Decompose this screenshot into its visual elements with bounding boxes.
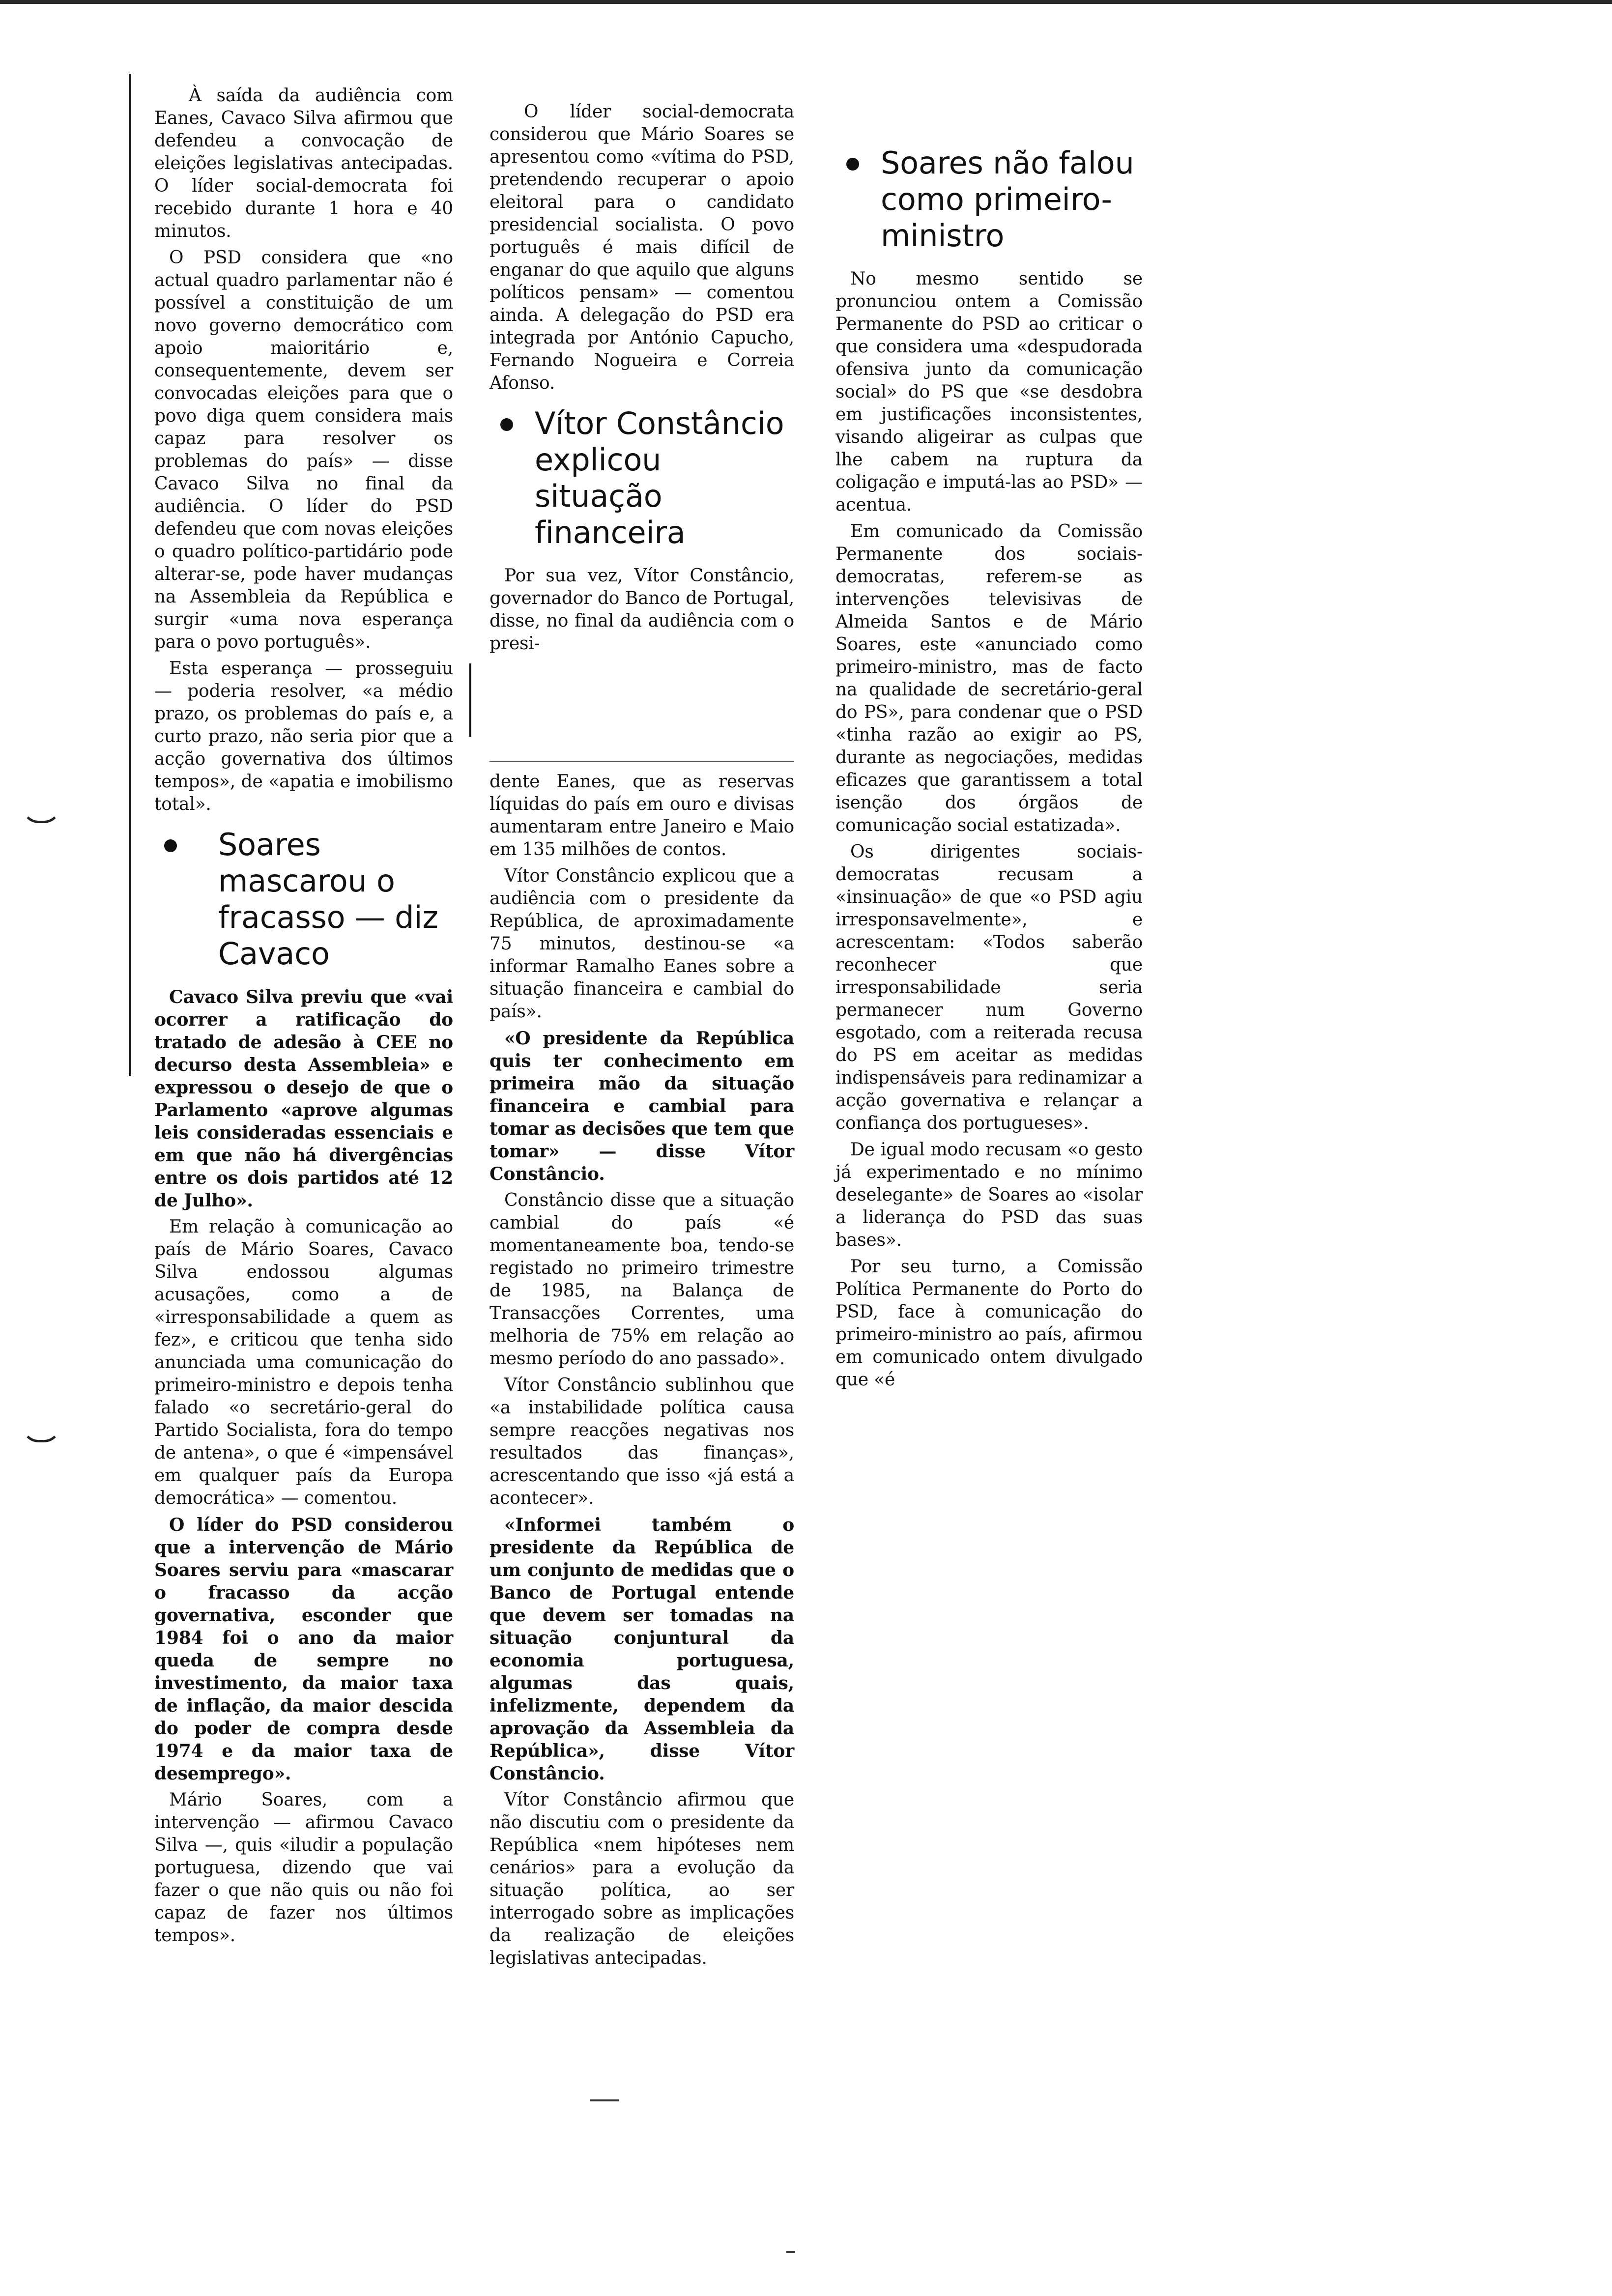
- paragraph: Mário Soares, com a intervenção — afirmou Cavaco Silva —, quis «iludir a população portuguesa, dizendo que vai fazer o que não quis ou não foi capaz de fazer nos últimos tempos».: [154, 1790, 453, 1946]
- paragraph: Cavaco Silva previu que «vai ocorrer a ratificação do tratado de adesão à CEE no decurso desta Assembleia» e expressou o desejo de que o Parlamento «aprove algumas leis consideradas essenciais e em que não há divergências entre os dois partidos até 12 de Julho».: [154, 987, 453, 1211]
- article-column-2-bottom: [489, 771, 794, 1974]
- punch-hole-mark-upper: [22, 806, 61, 823]
- scan-speck: [786, 2251, 795, 2253]
- paragraph: Esta esperança — prosseguiu — poderia resolver, «a médio prazo, os problemas do país e, a curto prazo, não seria pior que a acção governativa dos últimos tempos», de «apatia e imobilismo total».: [154, 659, 453, 814]
- paragraph: Por sua vez, Vítor Constâncio, governador do Banco de Portugal, disse, no final da audiência com o presi-: [489, 566, 794, 654]
- paragraph: Vítor Constâncio sublinhou que «a instabilidade política causa sempre reacções negativas nos resultados das finanças», acrescentando que isso «já está a acontecer».: [489, 1375, 794, 1508]
- paragraph: O líder social-democrata considerou que Mário Soares se apresentou como «vítima do PSD, pretendendo recuperar o apoio eleitoral para o candidato presidencial socialista. O povo português é mais difícil de enganar do que aquilo que alguns políticos pensam» — comentou ainda. A delegação do PSD era integrada por António Capucho, Fernando Nogueira e Correia Afonso.: [489, 102, 794, 393]
- bullet-icon: [846, 158, 859, 171]
- paragraph: Em relação à comunicação ao país de Mário Soares, Cavaco Silva endossou algumas acusações, como a de «irresponsabilidade a quem as fez», e criticou que tenha sido anunciada uma comunicação do primeiro-ministro e depois tenha falado «o secretário-geral do Partido Socialista, fora do tempo de antena», o que é «impensável em qualquer país da Europa democrática» — comentou.: [154, 1217, 453, 1508]
- paragraph: Vítor Constâncio explicou que a audiência com o presidente da República, de aproximadamente 75 minutos, destinou-se «a informar Ramalho Eanes sobre a situação financeira e cambial do país».: [489, 866, 794, 1022]
- paragraph: Constâncio disse que a situação cambial do país «é momentaneamente boa, tendo-se registado no primeiro trimestre de 1985, na Balança de Transacções Correntes, uma melhoria de 75% em relação ao mesmo período do ano passado».: [489, 1190, 794, 1369]
- paragraph: Em comunicado da Comissão Permanente dos sociais-democratas, referem-se as intervenções televisivas de Almeida Santos e de Mário Soares, este «anunciado como primeiro-ministro, mas de facto na qualidade de secretário-geral do PS», para condenar que o PSD «tinha razão ao exigir ao PS, durante as negociações, medidas eficazes que garantissem a total isenção dos órgãos de comunicação social estatizada».: [835, 521, 1143, 835]
- paragraph: Os dirigentes sociais-democratas recusam a «insinuação» de que «o PSD agiu irresponsavelmente», e acrescentam: «Todos saberão reconhecer que irresponsabilidade seria permanecer num Governo esgotado, com a reiterada recusa do PS em aceitar as medidas indispensáveis para redinamizar a acção governativa e relançar a confiança dos portugueses».: [835, 842, 1143, 1133]
- article-column-2-top: [489, 101, 794, 659]
- paragraph: O líder do PSD considerou que a intervenção de Mário Soares serviu para «mascarar o fracasso da acção governativa, esconder que 1984 foi o ano da maior queda de sempre no investimento, da maior taxa de inflação, da maior descida do poder de compra desde 1974 e da maior taxa de desemprego».: [154, 1515, 453, 1784]
- column-rule-mid: [469, 663, 471, 737]
- intro-paragraph: À saída da audiência com Eanes, Cavaco Silva afirmou que defendeu a convocação de eleições legislativas antecipadas. O líder social-democrata foi recebido durante 1 hora e 40 minutos.: [154, 86, 453, 241]
- paragraph: dente Eanes, que as reservas líquidas do país em ouro e divisas aumentaram entre Janeiro e Maio em 135 milhões de contos.: [489, 772, 794, 860]
- section-heading-soares-mascarou: Soares mascarou o fracasso — diz Cavaco: [154, 827, 453, 972]
- paragraph: No mesmo sentido se pronunciou ontem a Comissão Permanente do PSD ao criticar o que considera uma «despudorada ofensiva junto da comunicação social» do PS que «se desdobra em justificações inconsistentes, visando aligeirar as culpas que lhe cabem na ruptura da coligação e imputá-las ao PSD» — acentua.: [835, 269, 1143, 515]
- bullet-icon: [500, 418, 513, 431]
- column-2-separator: [489, 761, 794, 762]
- article-column-3: [835, 145, 1143, 1395]
- punch-hole-mark-lower: [22, 1425, 61, 1442]
- column-rule-left: [129, 74, 131, 1076]
- paragraph: De igual modo recusam «o gesto já experimentado e no mínimo deselegante» de Soares ao «isolar a liderança do PSD das suas bases».: [835, 1140, 1143, 1250]
- paragraph: O PSD considera que «no actual quadro parlamentar não é possível a constituição de um novo governo democrático com apoio maioritário e, consequentemente, devem ser convocadas eleições para que o povo diga quem considera mais capaz para resolver os problemas do país» — disse Cavaco Silva no final da audiência. O líder do PSD defendeu que com novas eleições o quadro político-partidário pode alterar-se, pode haver mudanças na Assembleia da República e surgir «uma nova esperança para o povo português».: [154, 248, 453, 652]
- paragraph: Por seu turno, a Comissão Política Permanente do Porto do PSD, face à comunicação do primeiro-ministro ao país, afirmou em comunicado ontem divulgado que «é: [835, 1257, 1143, 1390]
- bullet-icon: [164, 839, 177, 852]
- paragraph: «Informei também o presidente da República de um conjunto de medidas que o Banco de Portugal entende que devem ser tomadas na situação conjuntural da economia portuguesa, algumas das quais, infelizmente, dependem da aprovação da Assembleia da República», disse Vítor Constâncio.: [489, 1515, 794, 1784]
- article-column-1: [154, 85, 453, 1951]
- page-top-rule: [0, 0, 1612, 4]
- scan-speck: [590, 2099, 619, 2101]
- paragraph: «O presidente da República quis ter conhecimento em primeira mão da situação financeira e cambial para tomar as decisões que tem que tomar» — disse Vítor Constâncio.: [489, 1028, 794, 1184]
- section-heading-vitor-constancio: Vítor Constâncio explicou situação financeira: [489, 405, 794, 551]
- section-heading-soares-nao-falou: Soares não falou como primeiro-ministro: [835, 145, 1143, 254]
- paragraph: Vítor Constâncio afirmou que não discutiu com o presidente da República «nem hipóteses nem cenários» para a evolução da situação política, ao ser interrogado sobre as implicações da realização de eleições legislativas antecipadas.: [489, 1790, 794, 1968]
